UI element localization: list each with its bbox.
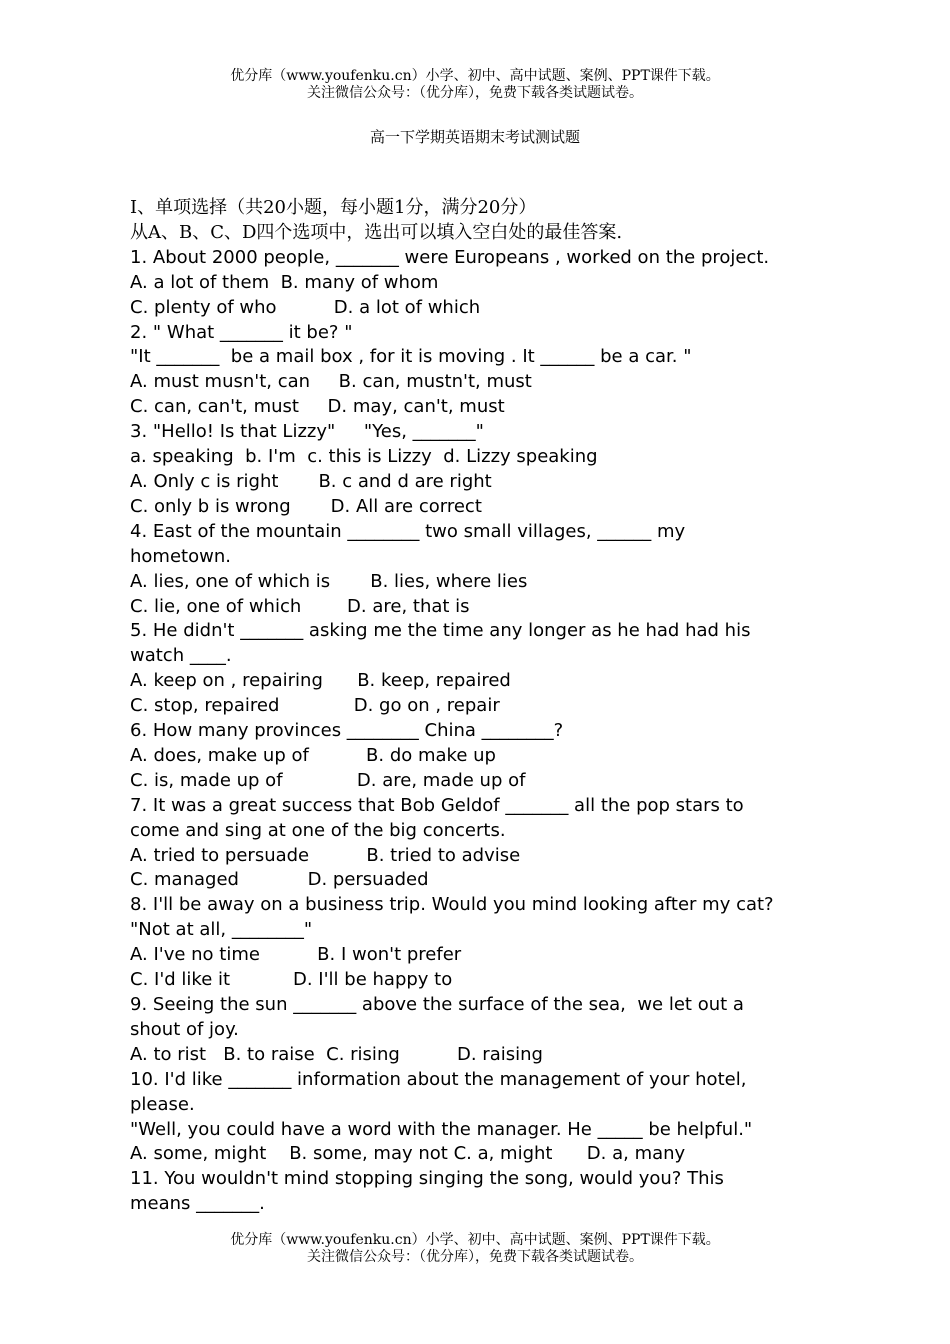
question-line: C. stop, repaired D. go on , repair bbox=[130, 695, 500, 717]
page-title: 高一下学期英语期末考试测试题 bbox=[369, 128, 580, 146]
question-line: a. speaking b. I'm c. this is Lizzy d. Lizzy speaking bbox=[130, 446, 598, 468]
footer-line-2: 关注微信公众号：（优分库），免费下载各类试题试卷。 bbox=[307, 1249, 643, 1265]
question-line: C. lie, one of which D. are, that is bbox=[130, 595, 470, 617]
question-line: 9. Seeing the sun _______ above the surface of the sea, we let out a bbox=[130, 994, 744, 1015]
question-line: C. only b is wrong D. All are correct bbox=[130, 495, 482, 517]
question-line: A. to rist B. to raise C. rising D. raising bbox=[130, 1043, 543, 1065]
section-instruction: 从A、B、C、D四个选项中，选出可以填入空白处的最佳答案. bbox=[130, 221, 623, 243]
question-line: 3. "Hello! Is that Lizzy" "Yes, _______" bbox=[130, 421, 484, 443]
question-line: 7. It was a great success that Bob Geldof _______ all the pop stars to bbox=[130, 794, 744, 816]
question-line: C. managed D. persuaded bbox=[130, 869, 429, 891]
question-line: 11. You wouldn't mind stopping singing the song, would you? This bbox=[130, 1168, 724, 1190]
section-heading: Ⅰ、单项选择（共20小题，每小题1分，满分20分） bbox=[130, 197, 537, 218]
page-footer bbox=[0, 1232, 950, 1266]
header-line-1: 优分库（www.youfenku.cn）小学、初中、高中试题、案例、PPT课件下载。 bbox=[230, 68, 720, 84]
question-line: 5. He didn't _______ asking me the time any longer as he had had his bbox=[130, 620, 751, 642]
question-line: A. I've no time B. I won't prefer bbox=[130, 944, 462, 966]
question-line: 10. I'd like _______ information about the management of your hotel, bbox=[130, 1068, 747, 1090]
question-line: C. I'd like it D. I'll be happy to bbox=[130, 969, 453, 991]
question-line: A. keep on , repairing B. keep, repaired bbox=[130, 670, 511, 692]
question-section bbox=[130, 196, 830, 1217]
question-line: come and sing at one of the big concerts. bbox=[130, 819, 506, 841]
footer-line-1: 优分库（www.youfenku.cn）小学、初中、高中试题、案例、PPT课件下载。 bbox=[230, 1232, 720, 1248]
question-line: 4. East of the mountain ________ two small villages, ______ my bbox=[130, 520, 686, 542]
question-line: please. bbox=[130, 1093, 195, 1115]
question-line: C. can, can't, must D. may, can't, must bbox=[130, 396, 505, 418]
question-line: 8. I'll be away on a business trip. Would you mind looking after my cat? bbox=[130, 894, 774, 916]
question-line: watch ____. bbox=[130, 645, 232, 667]
page-header bbox=[0, 68, 950, 102]
question-line: A. tried to persuade B. tried to advise bbox=[130, 844, 521, 866]
question-line: A. a lot of them B. many of whom bbox=[130, 271, 439, 293]
question-line: shout of joy. bbox=[130, 1018, 239, 1040]
header-line-2: 关注微信公众号：（优分库），免费下载各类试题试卷。 bbox=[307, 85, 643, 101]
question-line: "Not at all, ________" bbox=[130, 919, 313, 941]
question-line: "It _______ be a mail box , for it is moving . It ______ be a car. " bbox=[130, 346, 692, 368]
question-line: "Well, you could have a word with the manager. He _____ be helpful." bbox=[130, 1118, 753, 1140]
question-line: A. some, might B. some, may not C. a, might D. a, many bbox=[130, 1143, 686, 1165]
question-line: C. plenty of who D. a lot of which bbox=[130, 296, 481, 318]
question-line: hometown. bbox=[130, 545, 231, 567]
question-line: 2. " What _______ it be? " bbox=[130, 321, 353, 343]
question-line: A. Only c is right B. c and d are right bbox=[130, 470, 492, 492]
question-line: means _______. bbox=[130, 1193, 265, 1215]
question-line: A. must musn't, can B. can, mustn't, must bbox=[130, 371, 532, 393]
question-line: A. does, make up of B. do make up bbox=[130, 744, 496, 766]
question-line: 1. About 2000 people, _______ were Europeans , worked on the project. bbox=[130, 246, 770, 268]
question-line: A. lies, one of which is B. lies, where lies bbox=[130, 570, 528, 592]
question-line: 6. How many provinces ________ China ________? bbox=[130, 720, 564, 742]
question-line: C. is, made up of D. are, made up of bbox=[130, 769, 526, 791]
